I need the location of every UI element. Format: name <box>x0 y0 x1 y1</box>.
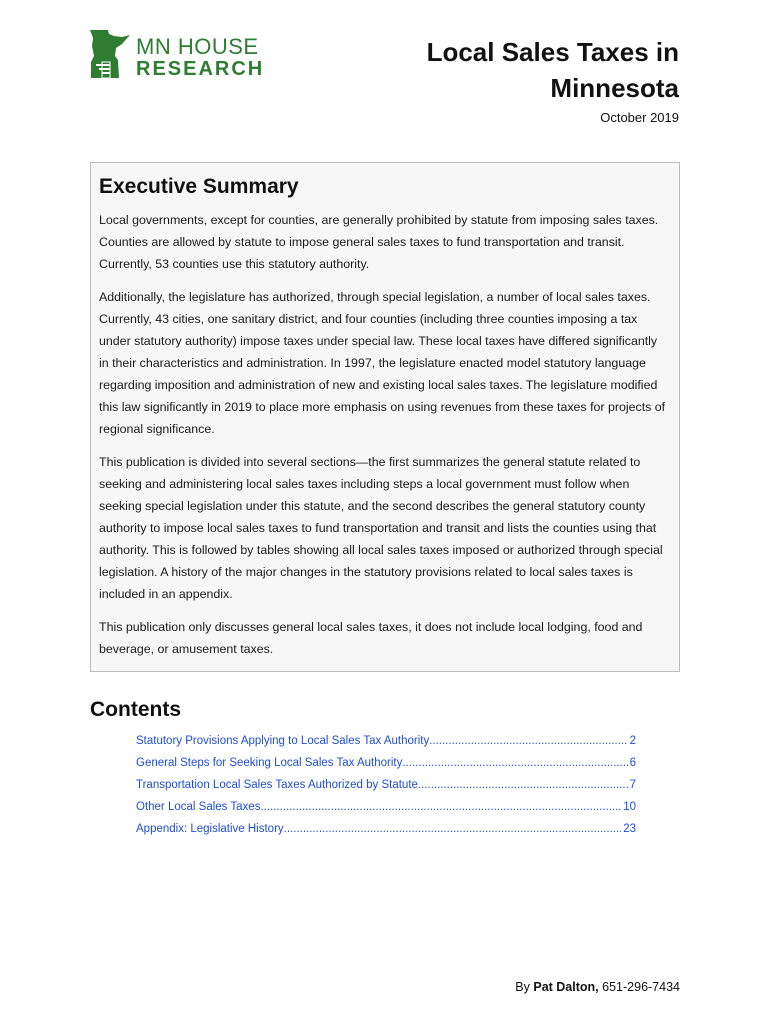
toc-item-page: 6 <box>629 757 636 769</box>
table-of-contents <box>136 730 636 840</box>
toc-item-title: Statutory Provisions Applying to Local Sales Tax Authority <box>136 735 430 747</box>
toc-leader-dots <box>402 752 627 774</box>
logo-line2: RESEARCH <box>136 58 265 80</box>
toc-leader-dots <box>284 818 622 840</box>
minnesota-map-icon <box>88 28 132 80</box>
logo-line1: MN HOUSE <box>136 34 259 59</box>
author-phone: 651-296-7434 <box>602 980 680 994</box>
summary-paragraph-3: This publication is divided into several sections—the first summarizes the general statute related to seeking and administering local sales taxes including steps a local government must follow when seeking special legislation under this statute, and the second describes the general statutory county authority to impose local sales taxes to fund transportation and transit and lists the counties using that authority. This is followed by tables showing all local sales taxes imposed or authorized through special legislation. A history of the major changes in the statutory provisions related to local sales taxes is included in an appendix. <box>99 455 663 601</box>
toc-item-page: 23 <box>623 823 636 835</box>
toc-leader-dots <box>418 774 628 796</box>
toc-item-page: 2 <box>629 735 636 747</box>
footer-prefix: By <box>515 980 530 994</box>
contents-heading: Contents <box>90 698 181 721</box>
publication-date: October 2019 <box>600 110 679 125</box>
mn-house-research-logo <box>88 28 278 80</box>
toc-item-general-steps[interactable] <box>136 752 636 774</box>
toc-item-title: Appendix: Legislative History <box>136 823 284 835</box>
toc-leader-dots <box>260 796 621 818</box>
toc-item-page: 10 <box>623 801 636 813</box>
toc-item-other-taxes[interactable] <box>136 796 636 818</box>
toc-item-title: Transportation Local Sales Taxes Authorized by Statute <box>136 779 418 791</box>
toc-item-transportation-taxes[interactable] <box>136 774 636 796</box>
author-footer <box>515 980 680 994</box>
executive-summary-box <box>90 162 680 672</box>
toc-item-title: General Steps for Seeking Local Sales Tax Authority <box>136 757 403 769</box>
toc-item-page: 7 <box>629 779 636 791</box>
toc-item-statutory-provisions[interactable] <box>136 730 636 752</box>
toc-leader-dots <box>429 730 627 752</box>
toc-item-title: Other Local Sales Taxes <box>136 801 261 813</box>
summary-paragraph-4: This publication only discusses general local sales taxes, it does not include local lodging, food and beverage, or amusement taxes. <box>99 620 643 656</box>
author-name: Pat Dalton, <box>533 980 599 994</box>
executive-summary-heading: Executive Summary <box>99 175 299 198</box>
summary-paragraph-2: Additionally, the legislature has authorized, through special legislation, a number of local sales taxes. Currently, 43 cities, one sanitary district, and four counties (including three counties imposing a tax under statutory authority) impose taxes under special law. These local taxes have differed significantly in their characteristics and administration. In 1997, the legislature enacted model statutory language regarding imposition and administration of new and existing local sales taxes. The legislature modified this law significantly in 2019 to place more emphasis on using revenues from these taxes for projects of regional significance. <box>99 290 666 436</box>
toc-item-appendix[interactable] <box>136 818 636 840</box>
summary-paragraph-1: Local governments, except for counties, are generally prohibited by statute from imposing sales taxes. Counties are allowed by statute to impose general sales taxes to fund transportation and transit. Currently, 53 counties use this statutory authority. <box>99 213 659 271</box>
document-title: Local Sales Taxes in Minnesota <box>426 37 679 103</box>
